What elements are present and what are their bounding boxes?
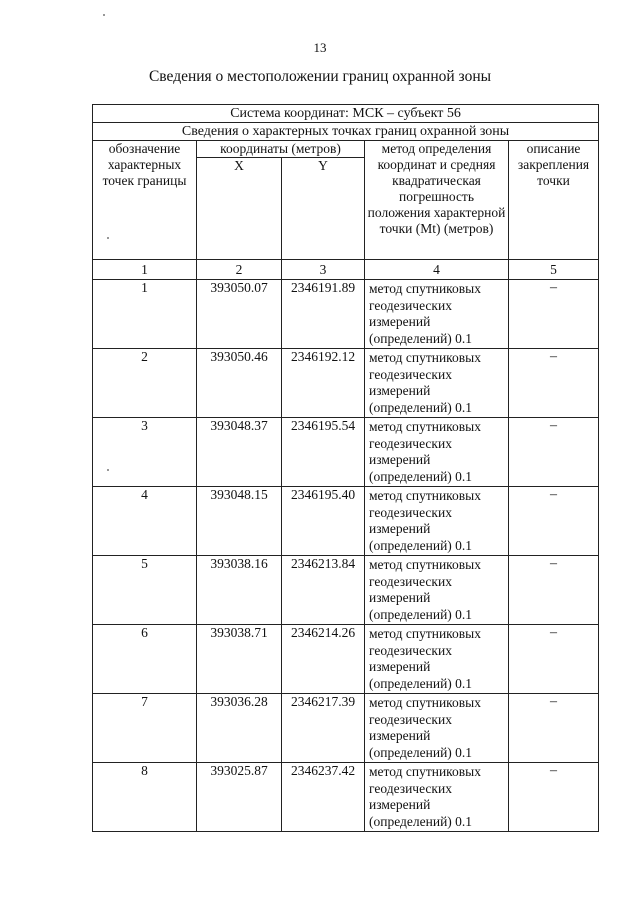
method-cell: метод спутниковых геодезических измерений (определений) 0.1 bbox=[365, 418, 509, 487]
header-y: Y bbox=[282, 158, 365, 260]
page-number: 13 bbox=[313, 40, 327, 55]
coordinate-system-cell: Система координат: МСК – субъект 56 bbox=[93, 105, 599, 123]
table-row bbox=[93, 763, 599, 832]
header-x: X bbox=[197, 158, 282, 260]
method-cell: метод спутниковых геодезических измерений (определений) 0.1 bbox=[365, 349, 509, 418]
scan-speck bbox=[103, 14, 105, 16]
y-coordinate-cell: 2346192.12 bbox=[282, 349, 365, 418]
fixing-description-cell: – bbox=[509, 280, 599, 349]
y-coordinate-cell: 2346191.89 bbox=[282, 280, 365, 349]
x-coordinate-cell: 393025.87 bbox=[197, 763, 282, 832]
fixing-description-cell: – bbox=[509, 556, 599, 625]
x-coordinate-cell: 393050.46 bbox=[197, 349, 282, 418]
y-coordinate-cell: 2346217.39 bbox=[282, 694, 365, 763]
fixing-description-cell: – bbox=[509, 625, 599, 694]
y-coordinate-cell: 2346195.54 bbox=[282, 418, 365, 487]
x-coordinate-cell: 393048.15 bbox=[197, 487, 282, 556]
fixing-description-cell: – bbox=[509, 694, 599, 763]
point-cell: 2 bbox=[93, 349, 197, 418]
column-number-4: 4 bbox=[365, 260, 509, 280]
method-cell: метод спутниковых геодезических измерений (определений) 0.1 bbox=[365, 487, 509, 556]
scan-speck bbox=[107, 469, 109, 471]
point-cell: 7 bbox=[93, 694, 197, 763]
table-row bbox=[93, 694, 599, 763]
fixing-description-cell: – bbox=[509, 418, 599, 487]
point-cell: 1 bbox=[93, 280, 197, 349]
point-cell: 3 bbox=[93, 418, 197, 487]
fixing-description-cell: – bbox=[509, 763, 599, 832]
y-coordinate-cell: 2346213.84 bbox=[282, 556, 365, 625]
method-cell: метод спутниковых геодезических измерений (определений) 0.1 bbox=[365, 280, 509, 349]
method-cell: метод спутниковых геодезических измерений (определений) 0.1 bbox=[365, 763, 509, 832]
table-row bbox=[93, 418, 599, 487]
header-coordinates: координаты (метров) bbox=[197, 141, 365, 158]
section-title-cell: Сведения о характерных точках границ охранной зоны bbox=[93, 123, 599, 141]
table-row bbox=[93, 487, 599, 556]
y-coordinate-cell: 2346195.40 bbox=[282, 487, 365, 556]
point-cell: 4 bbox=[93, 487, 197, 556]
x-coordinate-cell: 393038.71 bbox=[197, 625, 282, 694]
point-cell: 8 bbox=[93, 763, 197, 832]
method-cell: метод спутниковых геодезических измерений (определений) 0.1 bbox=[365, 556, 509, 625]
fixing-description-cell: – bbox=[509, 349, 599, 418]
column-number-3: 3 bbox=[282, 260, 365, 280]
column-number-1: 1 bbox=[93, 260, 197, 280]
document-title: Сведения о местоположении границ охранной зоны bbox=[148, 68, 492, 85]
header-point-designation: обозначение характерных точек границы bbox=[93, 141, 197, 260]
table-row bbox=[93, 556, 599, 625]
method-cell: метод спутниковых геодезических измерений (определений) 0.1 bbox=[365, 625, 509, 694]
x-coordinate-cell: 393050.07 bbox=[197, 280, 282, 349]
point-cell: 6 bbox=[93, 625, 197, 694]
column-number-5: 5 bbox=[509, 260, 599, 280]
fixing-description-cell: – bbox=[509, 487, 599, 556]
scan-speck bbox=[107, 237, 109, 239]
point-cell: 5 bbox=[93, 556, 197, 625]
x-coordinate-cell: 393038.16 bbox=[197, 556, 282, 625]
table-row bbox=[93, 280, 599, 349]
boundary-points-table bbox=[92, 104, 599, 832]
header-fixing-description: описание закрепления точки bbox=[509, 141, 599, 260]
method-cell: метод спутниковых геодезических измерений (определений) 0.1 bbox=[365, 694, 509, 763]
table-row bbox=[93, 625, 599, 694]
y-coordinate-cell: 2346237.42 bbox=[282, 763, 365, 832]
column-number-2: 2 bbox=[197, 260, 282, 280]
header-method: метод определения координат и средняя квадратическая погрешность положения характерной точки (Mt) (метров) bbox=[365, 141, 509, 260]
table-row bbox=[93, 349, 599, 418]
x-coordinate-cell: 393048.37 bbox=[197, 418, 282, 487]
x-coordinate-cell: 393036.28 bbox=[197, 694, 282, 763]
y-coordinate-cell: 2346214.26 bbox=[282, 625, 365, 694]
